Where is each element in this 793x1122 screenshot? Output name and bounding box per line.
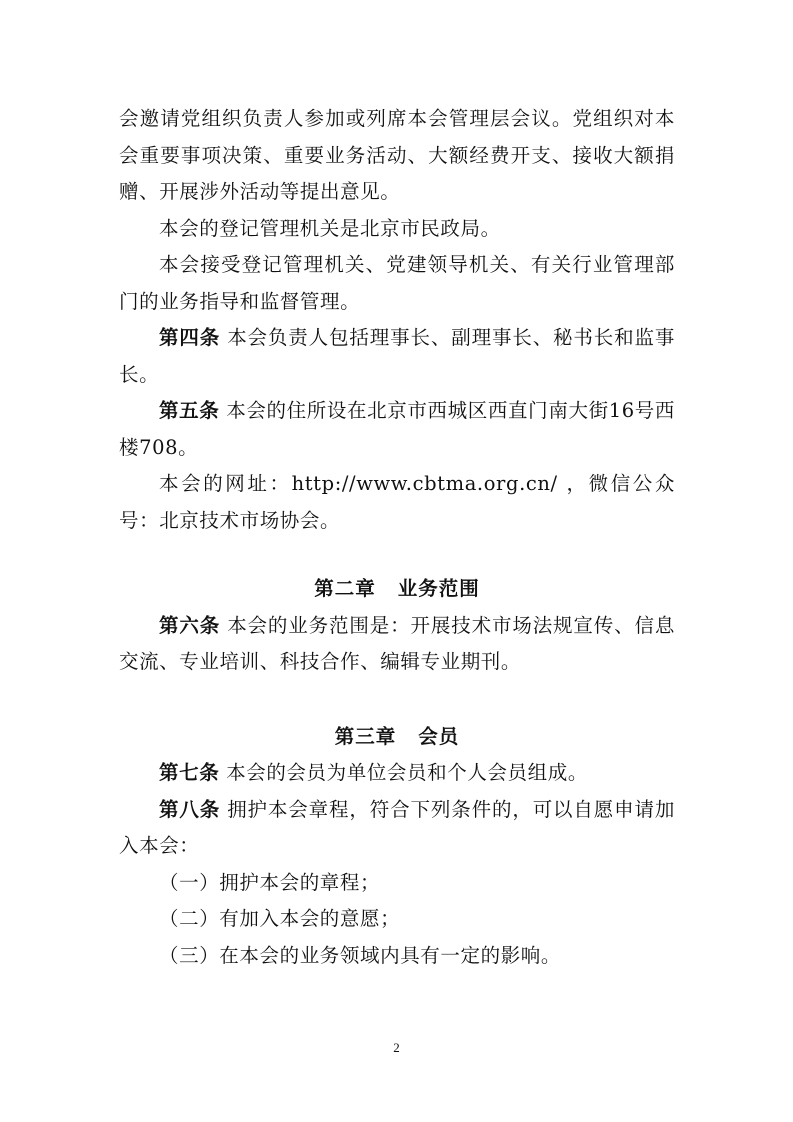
- article-6-text: 本会的业务范围是：开展技术市场法规宣传、信息交流、专业培训、科技合作、编辑专业期刊。: [119, 613, 675, 673]
- article-7: [119, 755, 675, 792]
- article-5-text: 本会的住所设在北京市西城区西直门南大街16号西楼708。: [119, 399, 675, 459]
- article-4-text: 本会负责人包括理事长、副理事长、秘书长和监事长。: [119, 326, 675, 386]
- paragraph-registration-authority: 本会的登记管理机关是北京市民政局。: [159, 216, 501, 240]
- document-body: [119, 101, 675, 974]
- article-7-label: 第七条: [159, 761, 220, 784]
- chapter-2-title: 业务范围: [397, 577, 480, 600]
- paragraph-supervision: 本会接受登记管理机关、党建领导机关、有关行业管理部门的业务指导和监督管理。: [119, 253, 675, 313]
- chapter-2-number: 第二章: [314, 577, 376, 600]
- article-5-label: 第五条: [159, 399, 220, 422]
- article-6-label: 第六条: [159, 613, 221, 637]
- paragraph-party-organization: 会邀请党组织负责人参加或列席本会管理层会议。党组织对本会重要事项决策、重要业务活动、大额经费开支、接收大额捐赠、开展涉外活动等提出意见。: [119, 107, 675, 203]
- article-7-text: 本会的会员为单位会员和个人会员组成。: [226, 761, 588, 784]
- membership-condition-3: （三）在本会的业务领域内具有一定的影响。: [159, 943, 562, 967]
- article-8-label: 第八条: [159, 797, 221, 821]
- membership-condition-1: （一）拥护本会的章程；: [159, 870, 381, 894]
- article-8: [119, 792, 675, 865]
- chapter-3-heading: [119, 719, 675, 756]
- chapter-3-title: 会员: [418, 724, 460, 748]
- article-4: [119, 320, 675, 393]
- chapter-3-number: 第三章: [334, 724, 397, 748]
- paragraph-website: 本会的网址：http://www.cbtma.org.cn/ ，微信公众号：北京技术市场协会。: [119, 472, 675, 532]
- article-8-text: 拥护本会章程，符合下列条件的，可以自愿申请加入本会：: [119, 797, 675, 857]
- membership-condition-2: （二）有加入本会的意愿；: [159, 907, 401, 930]
- article-5: [119, 393, 675, 466]
- article-6: [119, 608, 675, 681]
- chapter-2-heading: [119, 571, 675, 608]
- article-4-label: 第四条: [159, 326, 221, 349]
- page-number: 2: [393, 1040, 400, 1055]
